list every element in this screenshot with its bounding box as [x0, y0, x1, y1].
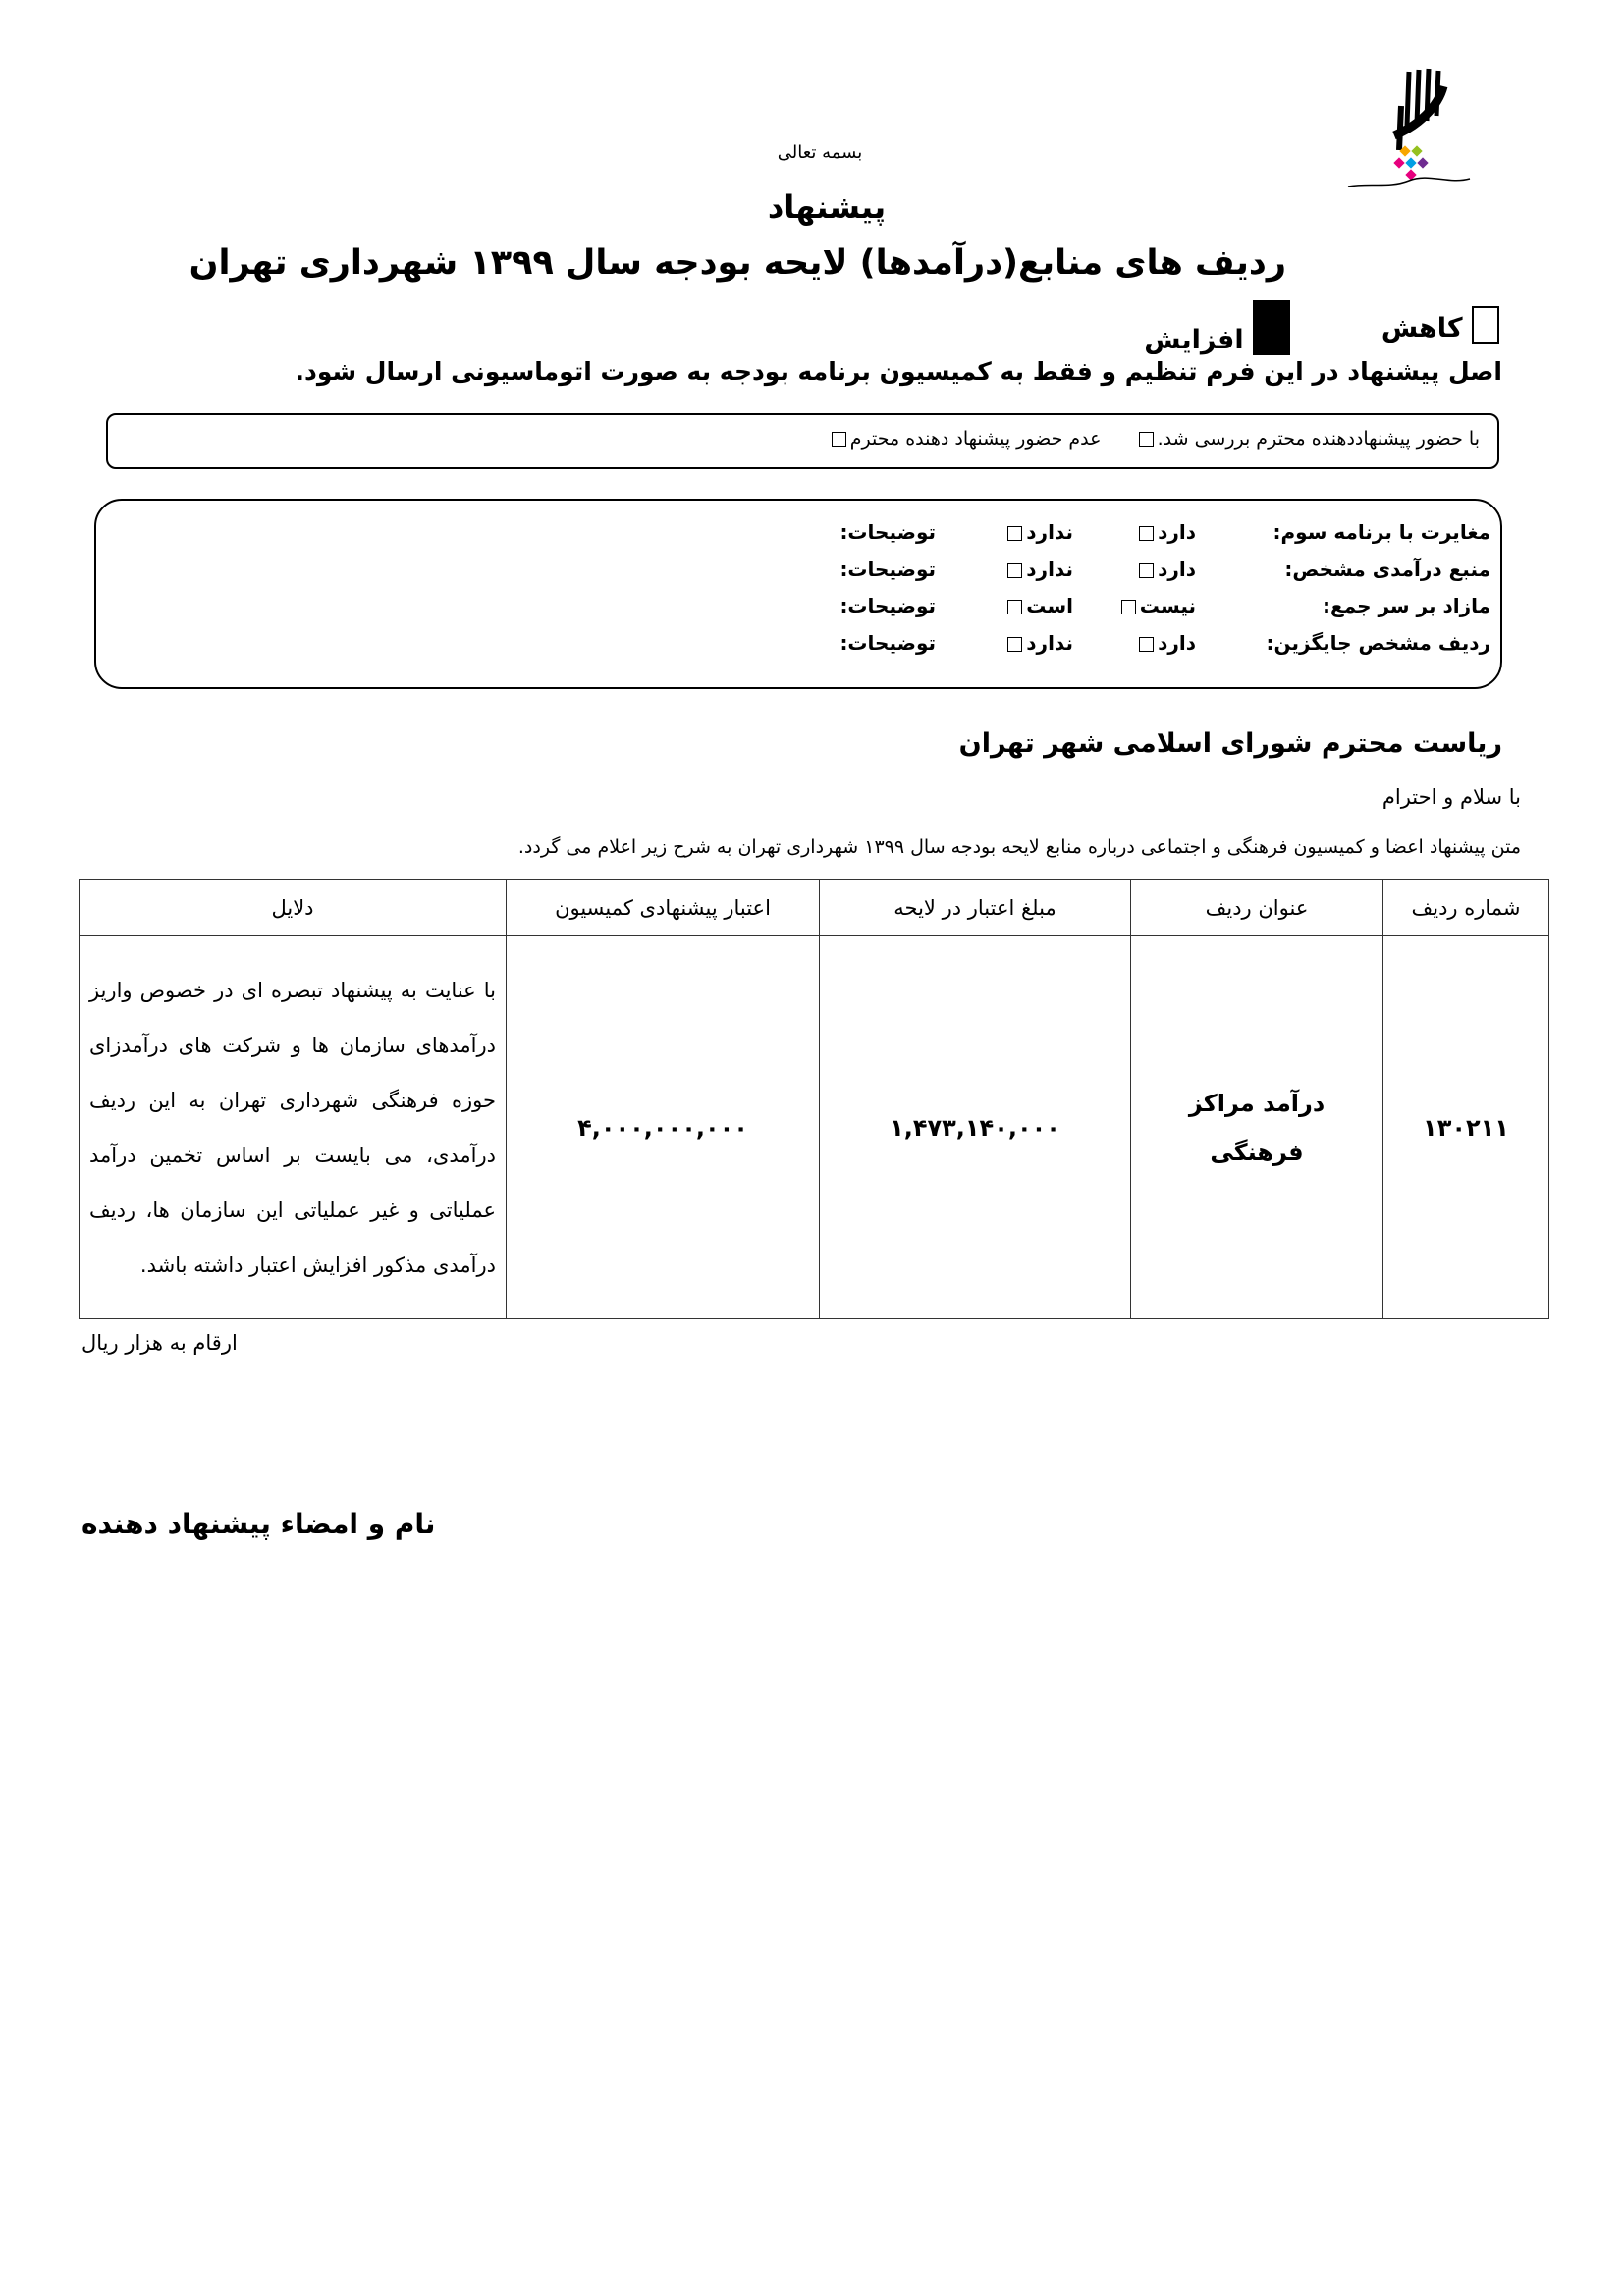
table-header-row: [80, 880, 1549, 936]
option-2-checkbox[interactable]: [1007, 563, 1022, 578]
header-bill-amount: مبلغ اعتبار در لایحه: [820, 880, 1131, 936]
greeting: با سلام و احترام: [1381, 785, 1521, 809]
cell-row-title: [1131, 936, 1383, 1319]
cell-reasons: با عنایت به پیشنهاد تبصره ای در خصوص واریز درآمدهای سازمان ها و شرکت های درآمدزای حوزه فرهنگی شهرداری تهران به این ردیف درآمدی، می بایست بر اساس تخمین درآمد عملیاتی و غیر عملیاتی این سازمان ها، ردیف درآمدی مذکور افزایش اعتبار داشته باشد.: [80, 936, 507, 1319]
header-row-title: عنوان ردیف: [1131, 880, 1383, 936]
check-option-2[interactable]: [1003, 594, 1073, 617]
bismillah: بسمه تعالی: [777, 142, 863, 163]
signature-label: نام و امضاء پیشنهاد دهنده: [81, 1508, 436, 1540]
option-1-label: دارد: [1158, 520, 1196, 544]
check-label: منبع درآمدی مشخص:: [1284, 557, 1490, 581]
check-option-2[interactable]: [1003, 558, 1073, 581]
check-option-1[interactable]: [1117, 594, 1196, 617]
unit-note: ارقام به هزار ریال: [81, 1331, 238, 1355]
option-2-checkbox[interactable]: [1007, 600, 1022, 614]
check-option-1[interactable]: [1135, 520, 1196, 544]
check-option-1[interactable]: [1135, 558, 1196, 581]
cell-row-number: ۱۳۰۲۱۱: [1383, 936, 1549, 1319]
option-1-label: دارد: [1158, 557, 1196, 581]
check-option-1[interactable]: [1135, 631, 1196, 655]
decrease-label: کاهش: [1380, 313, 1463, 344]
attendance-box: [106, 413, 1499, 469]
increase-option[interactable]: [1144, 300, 1290, 355]
council-logo: [1340, 67, 1478, 194]
header-reasons: دلایل: [80, 880, 507, 936]
intro-text: متن پیشنهاد اعضا و کمیسیون فرهنگی و اجتماعی درباره منابع لایحه بودجه سال ۱۳۹۹ شهرداری تهران به شرح زیر اعلام می گردد.: [517, 836, 1521, 858]
check-option-2[interactable]: [1003, 631, 1073, 655]
check-label: مغایرت با برنامه سوم:: [1272, 520, 1490, 544]
check-row: [116, 558, 1490, 595]
check-row: [116, 520, 1490, 558]
document-heading: پیشنهاد: [767, 188, 887, 226]
attendance-present-label: با حضور پیشنهاددهنده محترم بررسی شد.: [1157, 428, 1480, 450]
header-proposed-amount: اعتبار پیشنهادی کمیسیون: [507, 880, 820, 936]
option-2-label: است: [1026, 594, 1073, 617]
option-1-label: دارد: [1158, 630, 1196, 655]
check-notes-label: توضیحات:: [839, 630, 936, 655]
check-option-2[interactable]: [1003, 520, 1073, 544]
attendance-absent-checkbox[interactable]: [832, 432, 846, 447]
council-logo-icon: [1340, 67, 1478, 194]
increase-label: افزایش: [1144, 325, 1244, 355]
check-label: مازاد بر سر جمع:: [1323, 594, 1490, 617]
option-2-label: ندارد: [1026, 557, 1073, 581]
check-row: [116, 594, 1490, 631]
option-1-checkbox[interactable]: [1121, 600, 1136, 614]
check-notes-label: توضیحات:: [839, 520, 936, 544]
check-row: [116, 631, 1490, 668]
salutation-heading: ریاست محترم شورای اسلامی شهر تهران: [958, 728, 1502, 759]
cell-proposed-amount: ۴,۰۰۰,۰۰۰,۰۰۰: [507, 936, 820, 1319]
check-notes-label: توضیحات:: [839, 557, 936, 581]
option-1-label: نیست: [1139, 594, 1196, 617]
increase-checkbox-checked[interactable]: [1253, 300, 1290, 355]
option-2-label: ندارد: [1026, 520, 1073, 544]
submission-note: اصل پیشنهاد در این فرم تنظیم و فقط به کمیسیون برنامه بودجه به صورت اتوماسیونی ارسال شود.: [295, 357, 1502, 386]
revenue-proposal-table: [79, 879, 1549, 1319]
option-2-checkbox[interactable]: [1007, 637, 1022, 652]
decrease-option[interactable]: [1381, 306, 1499, 344]
cell-bill-amount: ۱,۴۷۳,۱۴۰,۰۰۰: [820, 936, 1131, 1319]
review-checks-box: [94, 499, 1502, 689]
option-1-checkbox[interactable]: [1139, 526, 1154, 541]
attendance-present-checkbox[interactable]: [1139, 432, 1154, 447]
header-row-number: شماره ردیف: [1383, 880, 1549, 936]
document-title: ردیف های منابع(درآمدها) لایحه بودجه سال ۱۳۹۹ شهرداری تهران: [189, 243, 1286, 283]
attendance-options: [828, 428, 1480, 450]
row-title-text: درآمد مراکز فرهنگی: [1188, 1089, 1326, 1166]
table-row: [80, 936, 1549, 1319]
option-1-checkbox[interactable]: [1139, 563, 1154, 578]
attendance-absent-label: عدم حضور پیشنهاد دهنده محترم: [849, 428, 1102, 450]
decrease-checkbox[interactable]: [1472, 306, 1499, 344]
option-2-checkbox[interactable]: [1007, 526, 1022, 541]
option-2-label: ندارد: [1026, 630, 1073, 655]
check-notes-label: توضیحات:: [839, 594, 936, 617]
check-label: ردیف مشخص جایگزین:: [1266, 630, 1490, 655]
option-1-checkbox[interactable]: [1139, 637, 1154, 652]
